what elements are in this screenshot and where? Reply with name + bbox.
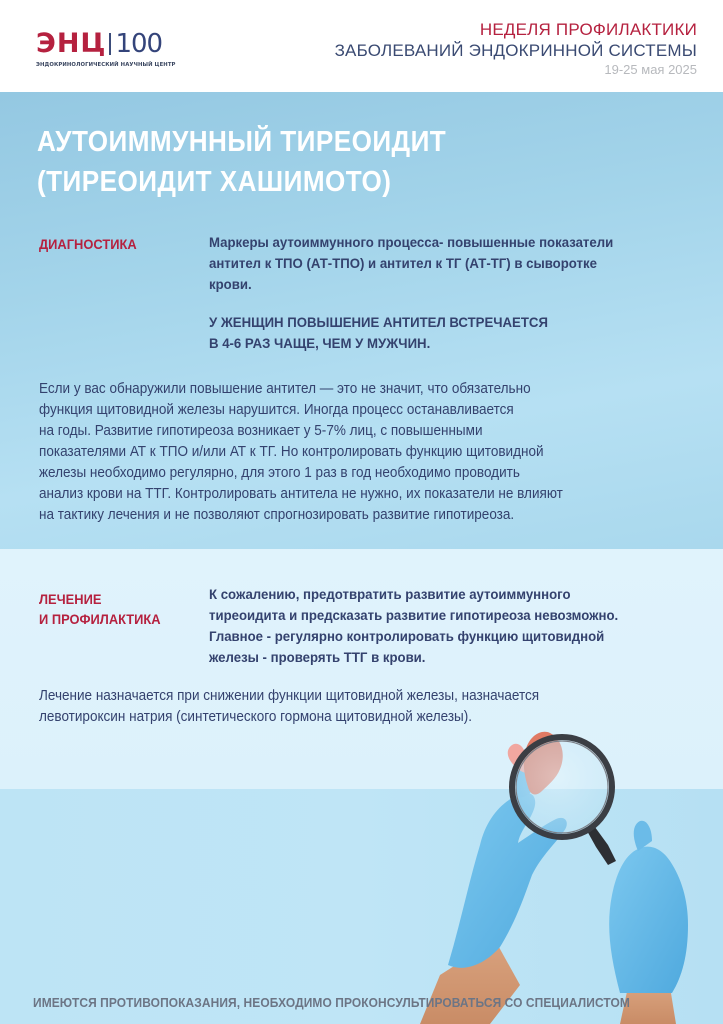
event-title-line1: НЕДЕЛЯ ПРОФИЛАКТИКИ [479,20,697,39]
treatment-body-line: Лечение назначается при снижении функции щитовидной железы, назначается [39,688,540,704]
enc-logo [36,30,186,74]
logo-mark [36,30,186,58]
diagnostics-emphasis-line: У ЖЕНЩИН ПОВЫШЕНИЕ АНТИТЕЛ ВСТРЕЧАЕТСЯ [209,315,548,331]
treatment-lead [209,585,618,669]
diagnostics-body-line: анализ крови на ТТГ. Контролировать антитела не нужно, их показатели не влияют [39,486,563,502]
gloved-hands-icon [420,725,720,1024]
event-heading [335,20,697,78]
page-title-line1: АУТОИММУННЫЙ ТИРЕОИДИТ [37,126,447,158]
diagnostics-emphasis [209,313,548,355]
event-dates: 19-25 мая 2025 [604,62,697,77]
treatment-body [39,686,539,728]
logo-subtitle: ЭНДОКРИНОЛОГИЧЕСКИЙ НАУЧНЫЙ ЦЕНТР [36,62,176,68]
diagnostics-body-line: на годы. Развитие гипотиреоза возникает у 5-7% лиц, с повышенными [39,423,483,439]
logo-enc-text: ЭНЦ [36,28,107,59]
diagnostics-label: ДИАГНОСТИКА [39,236,137,252]
diagnostics-body [39,379,563,526]
diagnostics-body-line: железы необходимо регулярно, для этого 1 раз в год необходимо проводить [39,465,520,481]
diagnostics-lead-line: антител к ТПО (АТ-ТПО) и антител к ТГ (АТ-ТГ) в сыворотке [209,256,597,272]
treatment-lead-line: железы - проверять ТТГ в крови. [209,650,426,666]
treatment-label [39,589,161,629]
page-title-line2: (ТИРЕОИДИТ ХАШИМОТО) [37,166,392,198]
treatment-body-line: левотироксин натрия (синтетического гормона щитовидной железы). [39,709,473,725]
treatment-label-line1: ЛЕЧЕНИЕ [39,591,102,607]
treatment-lead-line: К сожалению, предотвратить развитие аутоиммунного [209,587,571,603]
diagnostics-body-line: на тактику лечения и не позволяют спрогнозировать развитие гипотиреоза. [39,507,515,523]
thyroid-magnifier-illustration [420,725,720,1024]
diagnostics-body-line: функция щитовидной железы нарушится. Иногда процесс останавливается [39,402,514,418]
treatment-lead-line: тиреоидита и предсказать развитие гипотиреоза невозможно. [209,608,619,624]
treatment-lead-line: Главное - регулярно контролировать функцию щитовидной [209,629,605,645]
page-title [37,122,446,202]
page-header [0,0,723,92]
contraindications-note: ИМЕЮТСЯ ПРОТИВОПОКАЗАНИЯ, НЕОБХОДИМО ПРОКОНСУЛЬТИРОВАТЬСЯ СО СПЕЦИАЛИСТОМ [33,995,630,1010]
treatment-label-line2: И ПРОФИЛАКТИКА [39,611,161,627]
diagnostics-emphasis-line: В 4-6 РАЗ ЧАЩЕ, ЧЕМ У МУЖЧИН. [209,336,431,352]
diagnostics-lead-line: Маркеры аутоиммунного процесса- повышенные показатели [209,235,614,251]
diagnostics-body-line: Если у вас обнаружили повышение антител — это не значит, что обязательно [39,381,531,397]
diagnostics-body-line: показателями АТ к ТПО и/или АТ к ТГ. Но контролировать функцию щитовидной [39,444,544,460]
event-title-line2: ЗАБОЛЕВАНИЙ ЭНДОКРИННОЙ СИСТЕМЫ [334,41,697,60]
logo-divider [109,33,111,55]
logo-100-text: 100 [115,29,163,59]
diagnostics-lead [209,233,613,296]
diagnostics-lead-line: крови. [209,277,252,293]
